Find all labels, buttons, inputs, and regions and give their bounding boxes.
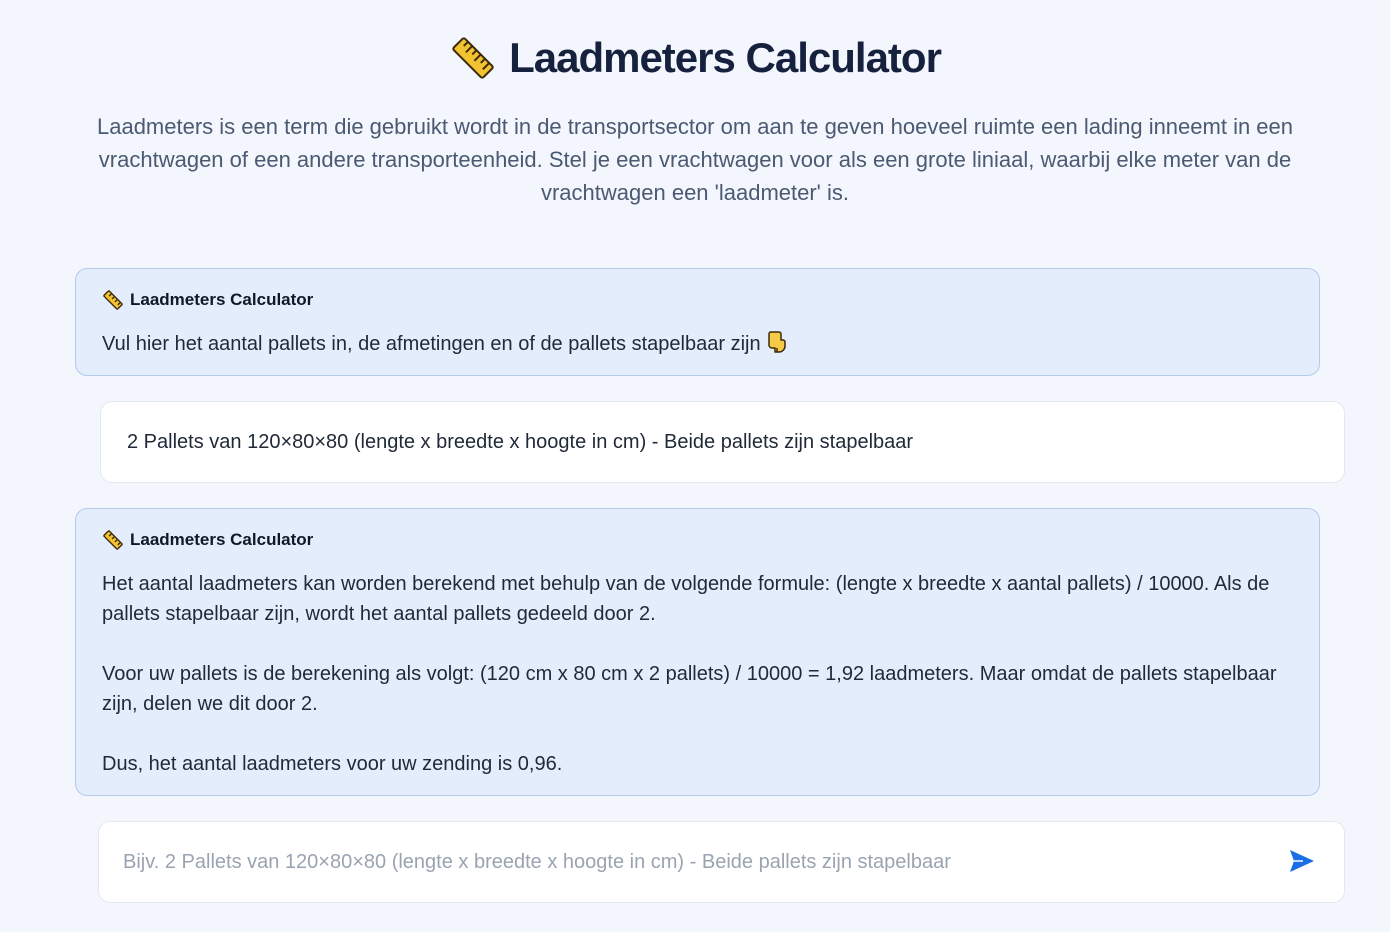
pointing-down-icon — [765, 330, 787, 354]
ruler-icon — [102, 529, 124, 551]
message-input[interactable] — [123, 851, 1284, 874]
bot-sender-name: Laadmeters Calculator — [130, 530, 314, 549]
header — [0, 30, 1390, 86]
send-icon — [1289, 849, 1315, 876]
ruler-icon — [102, 289, 124, 311]
user-message-text: 2 Pallets van 120×80×80 (lengte x breedte x hoogte in cm) - Beide pallets zijn stapelbaar — [127, 430, 914, 453]
page-title: Laadmeters Calculator — [509, 34, 941, 81]
bot-paragraph: Het aantal laadmeters kan worden berekend met behulp van de volgende formule: (lengte x breedte x aantal pallets) / 10000. Als de pallets stapelbaar zijn, wordt het aantal pallets gedeeld door 2. — [102, 573, 1270, 625]
bot-message-header — [102, 529, 1293, 551]
bot-paragraph: Dus, het aantal laadmeters voor uw zending is 0,96. — [102, 753, 563, 775]
ruler-icon — [449, 34, 497, 82]
bot-message-header — [102, 289, 1293, 311]
message-composer — [98, 821, 1345, 903]
bot-paragraph: Voor uw pallets is de berekening als volgt: (120 cm x 80 cm x 2 pallets) / 10000 = 1,92 laadmeters. Maar omdat de pallets stapelbaar zijn, delen we dit door 2. — [102, 663, 1277, 715]
send-button[interactable] — [1284, 844, 1320, 880]
bot-message — [75, 268, 1320, 376]
bot-message-body: Vul hier het aantal pallets in, de afmetingen en of de pallets stapelbaar zijn — [102, 333, 761, 355]
bot-message — [75, 508, 1320, 796]
bot-sender-name: Laadmeters Calculator — [130, 290, 314, 309]
user-message — [100, 401, 1345, 483]
title-row — [0, 30, 1390, 86]
intro-text: Laadmeters is een term die gebruikt wordt in de transportsector om aan te geven hoeveel ruimte een lading inneemt in een vrachtwagen of een andere transporteenheid. Stel je een vrachtwagen voor als een grote liniaal, waarbij elke meter van de vrachtwagen een 'laadmeter' is. — [96, 114, 1294, 205]
bot-message-text — [102, 329, 1293, 359]
bot-message-text — [102, 569, 1293, 779]
